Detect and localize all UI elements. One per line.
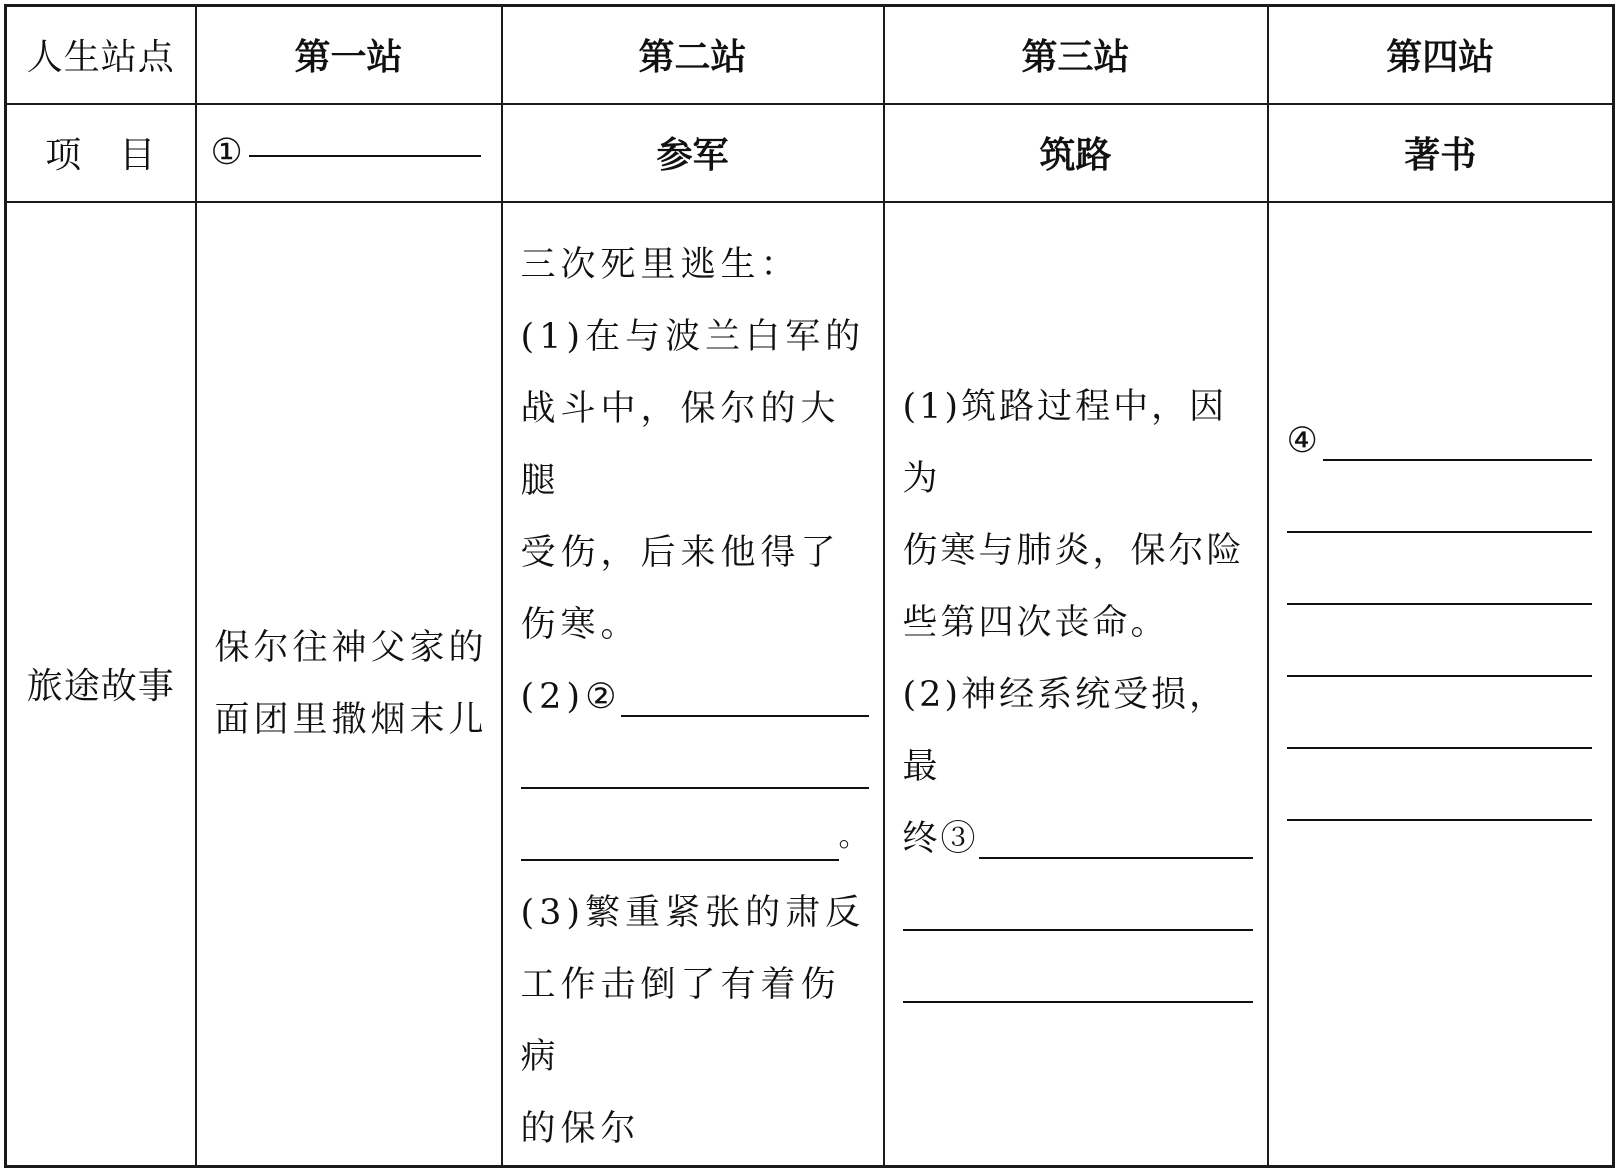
answer-blank-3b[interactable] <box>903 929 1253 931</box>
reading-table <box>4 4 1615 1168</box>
story-station-4 <box>1268 202 1614 1167</box>
item-station-3: 筑路 <box>884 104 1268 202</box>
story4-line-2 <box>1287 477 1593 549</box>
header-station-2: 第二站 <box>502 6 884 104</box>
story1-line-1: 保尔往神父家的 <box>214 627 488 668</box>
item-station-1 <box>196 104 502 202</box>
answer-blank-4b[interactable] <box>1287 531 1593 533</box>
story3-item2-line-4 <box>903 947 1253 1019</box>
story2-item3-line-2: 工作击倒了有着伤病 <box>520 964 841 1077</box>
answer-blank-4d[interactable] <box>1287 675 1593 677</box>
story-row <box>6 202 1614 1167</box>
answer-blank-4f[interactable] <box>1287 819 1593 821</box>
header-station-1: 第一站 <box>196 6 502 104</box>
story3-item2-line-1: (2)神经系统受损，最 <box>902 674 1228 787</box>
answer-blank-2c[interactable] <box>521 859 839 861</box>
header-station-3: 第三站 <box>884 6 1268 104</box>
blank-marker-1: ① <box>210 132 243 173</box>
story2-item2-line-3 <box>521 805 869 877</box>
story1-line-2: 面团里撒烟末儿 <box>214 699 488 740</box>
story4-line-1 <box>1287 405 1593 477</box>
header-row <box>6 6 1614 104</box>
story2-item2-prefix: (2)② <box>520 676 622 717</box>
story3-item1-line-3: 些第四次丧命。 <box>902 602 1169 643</box>
answer-blank-2a[interactable] <box>621 715 868 717</box>
story2-item1-line-1: (1)在与波兰白军的 <box>520 316 866 357</box>
item-row <box>6 104 1614 202</box>
story4-line-3 <box>1287 549 1593 621</box>
row-label-item <box>6 104 196 202</box>
story4-line-5 <box>1287 693 1593 765</box>
story3-item2-line-3 <box>903 875 1253 947</box>
row-label-item-text: 项 目 <box>45 135 157 176</box>
story2-item3-line-1: (3)繁重紧张的肃反 <box>520 892 866 933</box>
answer-blank-2b[interactable] <box>521 787 869 789</box>
item-station-2: 参军 <box>502 104 884 202</box>
story3-item2-prefix: 终③ <box>902 818 979 859</box>
item-station-4: 著书 <box>1268 104 1614 202</box>
story2-item2-end: 。 <box>838 818 869 854</box>
answer-blank-3a[interactable] <box>979 857 1253 859</box>
answer-blank-1[interactable] <box>249 155 481 157</box>
story2-item1-line-3: 受伤，后来他得了 <box>520 532 841 573</box>
row-label-story: 旅途故事 <box>6 202 196 1167</box>
answer-blank-3c[interactable] <box>903 1001 1253 1003</box>
answer-blank-4a[interactable] <box>1323 459 1592 461</box>
answer-blank-4e[interactable] <box>1287 747 1593 749</box>
answer-blank-4c[interactable] <box>1287 603 1593 605</box>
story2-item3-line-3: 的保尔 <box>520 1108 641 1149</box>
story2-intro: 三次死里逃生： <box>520 244 801 285</box>
row-label-stations: 人生站点 <box>6 6 196 104</box>
story-station-3 <box>884 202 1268 1167</box>
story4-marker: ④ <box>1286 420 1323 461</box>
story3-item2-line-2 <box>903 803 1253 875</box>
story2-item1-line-2: 战斗中，保尔的大腿 <box>520 388 841 501</box>
story2-item2-line-2 <box>521 733 869 805</box>
story3-item1-line-2: 伤寒与肺炎，保尔险 <box>902 530 1245 571</box>
story4-line-4 <box>1287 621 1593 693</box>
story-station-1 <box>196 202 502 1167</box>
story2-item2-line-1 <box>521 661 869 733</box>
story-station-2 <box>502 202 884 1167</box>
story3-item1-line-1: (1)筑路过程中，因为 <box>902 386 1228 499</box>
header-station-4: 第四站 <box>1268 6 1614 104</box>
story4-line-6 <box>1287 765 1593 837</box>
story2-item1-line-4: 伤寒。 <box>520 604 641 645</box>
